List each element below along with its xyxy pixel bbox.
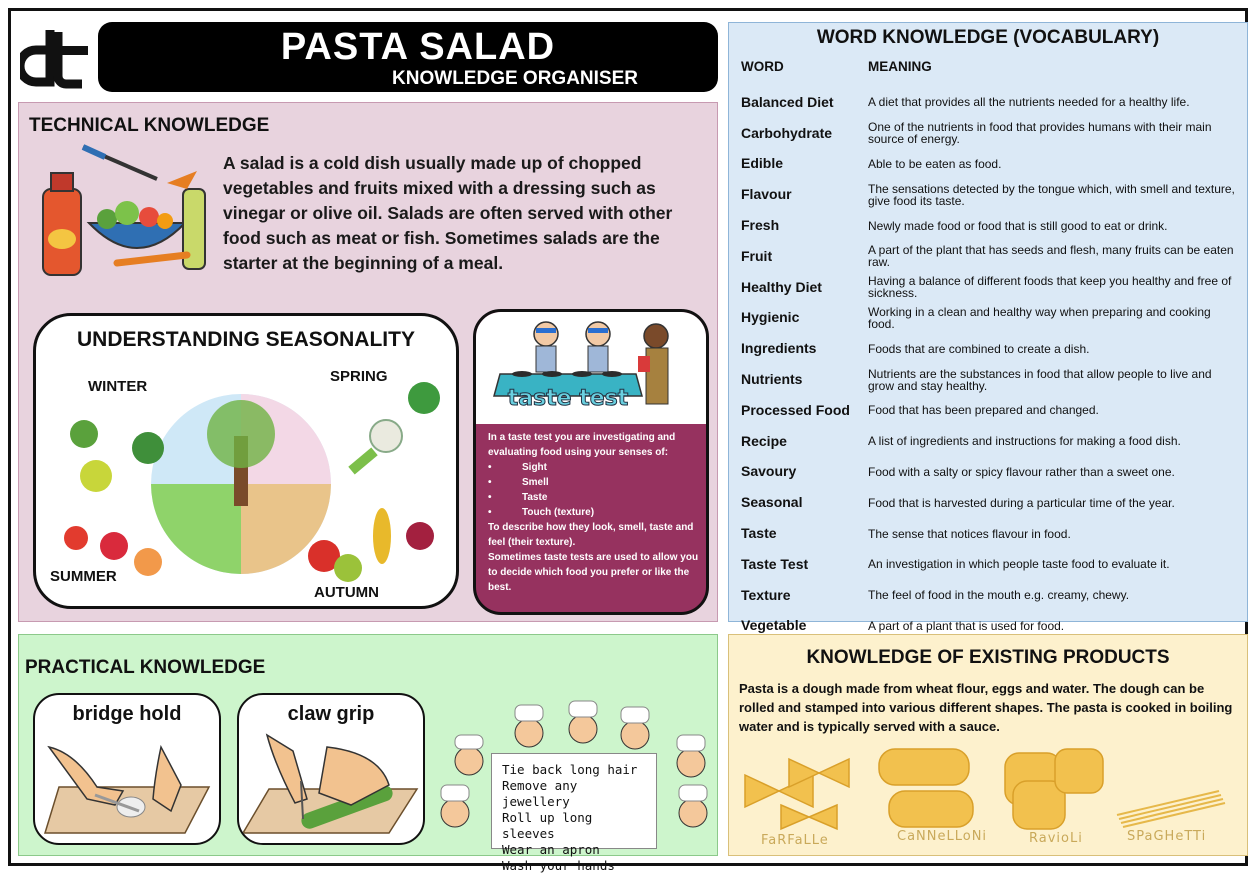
vocabulary-title: WORD KNOWLEDGE (VOCABULARY) [816,27,1160,48]
safety-rule: Wear an apron [502,842,600,857]
vocabulary-row [729,303,1247,334]
vocabulary-meaning: Foods that are combined to create a dish. [868,341,1090,356]
salad-illustration-icon [37,143,217,283]
seasonality-wheel-icon [36,316,459,609]
vocabulary-word: Vegetable [741,617,807,634]
vocabulary-meaning: Nutrients are the substances in food that allow people to live and grow and stay healthy. [868,366,1212,393]
vocabulary-word: Hygienic [741,309,800,326]
page-subtitle: KNOWLEDGE ORGANISER [392,68,638,89]
vocabulary-row [729,241,1247,272]
vocabulary-word: Seasonal [741,494,803,511]
taste-test-text [488,430,702,595]
vocabulary-word: Processed Food [741,401,850,418]
vocabulary-word: Texture [741,586,791,603]
vocabulary-word: Recipe [741,432,787,449]
taste-test-describe: To describe how they look, smell, taste and feel (their texture). [488,522,694,548]
technical-knowledge-panel [18,102,718,622]
vocabulary-row [729,272,1247,303]
vocabulary-word: Fruit [741,247,773,264]
meaning-column-header: MEANING [868,59,932,74]
products-heading: KNOWLEDGE OF EXISTING PRODUCTS [806,647,1170,668]
vocabulary-meaning: An investigation in which people taste food to evaluate it. [868,557,1170,572]
vocabulary-row [729,426,1247,457]
vocabulary-meaning: A diet that provides all the nutrients needed for a healthy life. [868,95,1190,110]
products-description: Pasta is a dough made from wheat flour, eggs and water. The dough can be rolled and stamped into various different shapes. The pasta is cooked in boiling water and is typically served with a sauce. [739,681,1233,734]
vocabulary-word: Savoury [741,463,797,480]
bridge-hold-card [33,693,221,845]
technical-heading: TECHNICAL KNOWLEDGE [29,115,270,136]
practical-heading: PRACTICAL KNOWLEDGE [25,657,266,678]
vocabulary-meaning: One of the nutrients in food that provides humans with their main source of energy. [868,120,1212,147]
vocabulary-row [729,364,1247,395]
bridge-hold-label: bridge hold [72,703,182,725]
vocabulary-meaning: Able to be eaten as food. [868,156,1002,171]
vocabulary-row [729,549,1247,580]
practical-knowledge-panel [18,634,718,873]
vocabulary-meaning: Working in a clean and healthy way when preparing and cooking food. [868,304,1211,331]
vocabulary-meaning: Food that has been prepared and changed. [868,403,1099,418]
vocabulary-word: Fresh [741,217,780,234]
vocabulary-meaning: Food with a salty or spicy flavour rather than a sweet one. [868,464,1175,479]
pasta-label-cannelloni: CaNNeLLoNi [897,829,988,844]
seasonality-title: UNDERSTANDING SEASONALITY [77,328,415,351]
vocabulary-word: Nutrients [741,371,803,388]
vocabulary-row [729,179,1247,210]
senses-list [488,460,702,520]
sense-item: • Taste [488,490,702,505]
vocabulary-meaning: A part of the plant that has seeds and flesh, many fruits can be eaten raw. [868,243,1234,270]
page-title: PASTA SALAD [280,26,556,68]
title-banner [98,22,718,92]
vocabulary-row [729,580,1247,611]
sense-item: • Sight [488,460,702,475]
word-column-header: WORD [741,59,784,74]
vocabulary-word: Carbohydrate [741,124,833,141]
vocabulary-row [729,210,1247,241]
vocabulary-meaning: The sensations detected by the tongue which, with smell and texture, give food its taste. [868,181,1235,208]
vocabulary-row [729,333,1247,364]
vocabulary-row [729,487,1247,518]
vocabulary-word: Taste Test [741,555,809,572]
seasonality-card [33,313,459,609]
vocabulary-row [729,518,1247,549]
existing-products-panel [728,634,1248,856]
pasta-label-ravioli: RavioLi [1029,831,1083,846]
claw-grip-card [237,693,425,845]
vocabulary-meaning: Having a balance of different foods that keep you healthy and free of sickness. [868,274,1232,301]
taste-test-intro: In a taste test you are investigating and evaluating food using your senses of: [488,432,676,458]
claw-grip-label: claw grip [287,703,375,725]
vocabulary-row [729,118,1247,149]
vocabulary-word: Edible [741,155,784,172]
vocabulary-meaning: A part of a plant that is used for food. [868,618,1065,633]
safety-rule: Roll up long sleeves [502,810,593,841]
taste-test-card [473,309,709,615]
safety-rule: Wash your hands [502,858,615,873]
vocabulary-meaning: A list of ingredients and instructions for making a food dish. [868,434,1181,449]
season-spring-label: SPRING [330,368,388,385]
taste-test-sign: taste test [507,386,629,411]
sense-item: • Smell [488,475,702,490]
safety-rule: Tie back long hair [502,762,638,777]
bridge-hold-icon [35,695,221,845]
dt-logo [20,24,92,90]
season-winter-label: WINTER [88,378,148,395]
vocabulary-meaning: Newly made food or food that is still good to eat or drink. [868,218,1168,233]
vocabulary-word: Ingredients [741,340,817,357]
vocabulary-word: Flavour [741,186,792,203]
pasta-label-spaghetti: SPaGHeTTi [1127,829,1207,844]
vocabulary-row [729,457,1247,488]
vocabulary-meaning: Food that is harvested during a particular time of the year. [868,495,1175,510]
safety-rule: Remove any jewellery [502,778,578,809]
vocabulary-meaning: The sense that notices flavour in food. [868,526,1071,541]
vocabulary-row [729,395,1247,426]
vocabulary-word: Balanced Diet [741,93,834,110]
sense-item: • Touch (texture) [488,505,702,520]
pasta-label-farfalle: FaRFaLLe [761,833,829,848]
vocabulary-row [729,149,1247,180]
vocabulary-meaning: The feel of food in the mouth e.g. creamy, chewy. [868,588,1130,603]
season-summer-label: SUMMER [50,568,117,585]
vocabulary-word: Taste [741,525,777,542]
vocabulary-panel [728,22,1248,634]
taste-test-purpose: Sometimes taste tests are used to allow you to decide which food you prefer or like the best. [488,552,699,593]
claw-grip-icon [239,695,425,845]
vocabulary-word: Healthy Diet [741,278,822,295]
technical-description: A salad is a cold dish usually made up of chopped vegetables and fruits mixed with a dressing such as vinegar or olive oil. Salads are often served with other food such as meat or fish. Sometimes salads are the starter at the beginning of a meal. [223,153,673,273]
vocabulary-row [729,87,1247,118]
safety-rules-box [491,753,657,873]
season-autumn-label: AUTUMN [314,584,379,601]
